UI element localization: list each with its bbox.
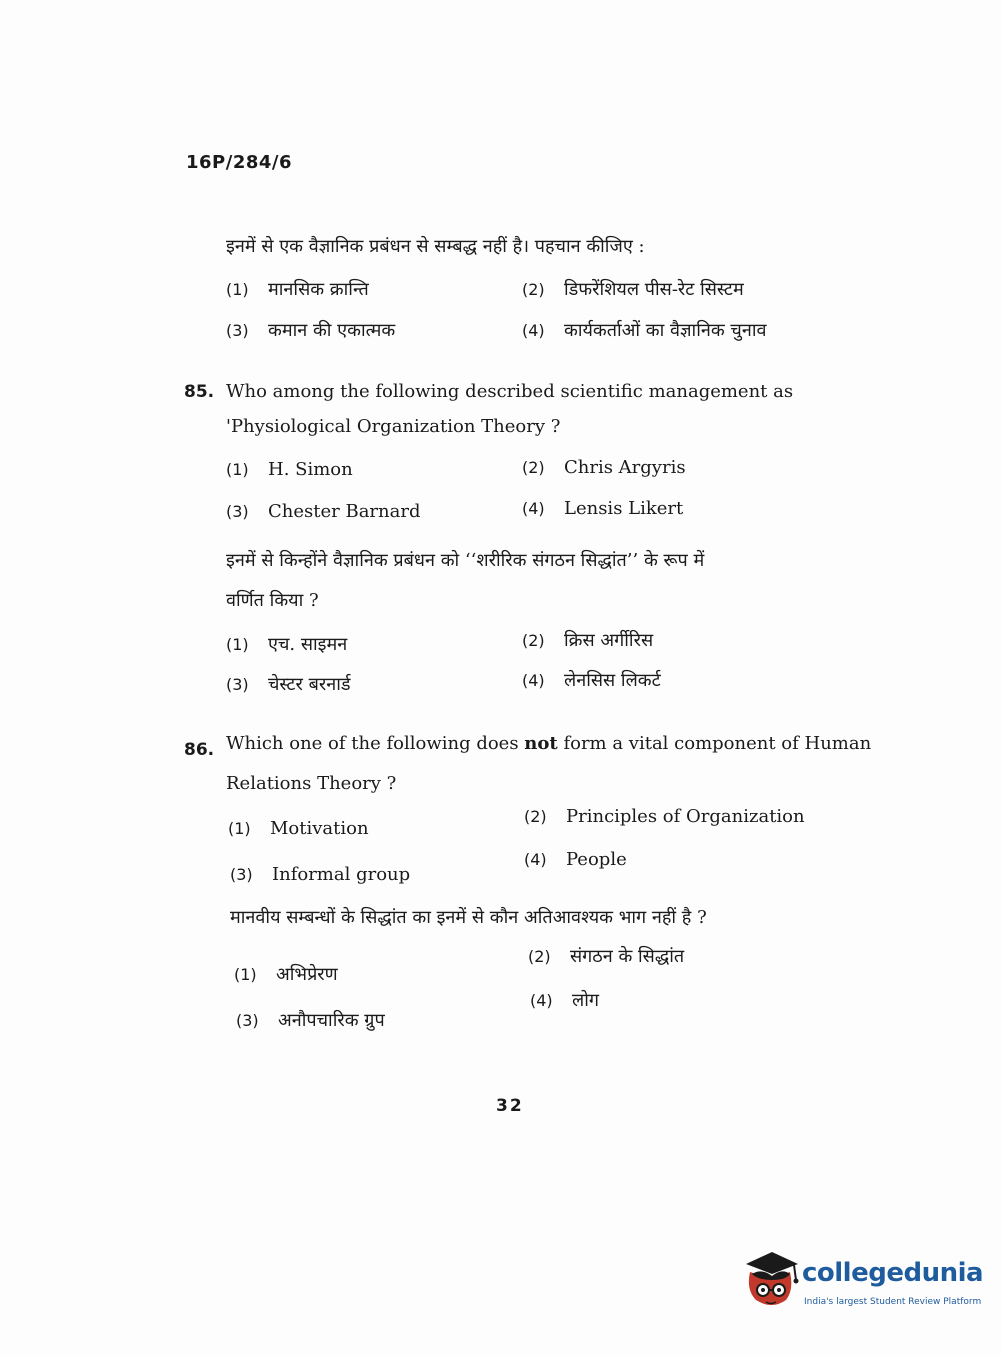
option-text: संगठन के सिद्धांत <box>570 946 685 967</box>
logo-name: collegedunia <box>802 1258 984 1288</box>
mascot-icon <box>742 1250 800 1312</box>
q86-stem-pre: Which one of the following does <box>226 733 525 754</box>
option-number: (3) <box>226 502 249 521</box>
paper-code: 16P/284/6 <box>186 152 292 173</box>
option-number: (3) <box>236 1011 259 1030</box>
option-text: मानसिक क्रान्ति <box>268 279 369 300</box>
q86-hindi-stem: मानवीय सम्बन्धों के सिद्धांत का इनमें से कौन अतिआवश्यक भाग नहीं है ? <box>230 907 707 928</box>
option-number: (2) <box>528 947 551 966</box>
q85-stem-line1: Who among the following described scientific management as <box>226 381 794 402</box>
option-number: (1) <box>226 460 249 479</box>
q84-hindi-option-1 <box>226 277 369 301</box>
q85-option-1 <box>226 459 353 480</box>
option-number: (1) <box>226 635 249 654</box>
collegedunia-logo <box>742 1250 984 1312</box>
q85-hindi-option-1 <box>226 632 347 656</box>
option-text: क्रिस अर्गीरिस <box>564 630 654 651</box>
option-text: कार्यकर्ताओं का वैज्ञानिक चुनाव <box>564 320 767 341</box>
q84-hindi-stem: इनमें से एक वैज्ञानिक प्रबंधन से सम्बद्ध नहीं है। पहचान कीजिए : <box>226 236 645 257</box>
q85-option-4 <box>522 498 683 519</box>
q85-hindi-option-3 <box>226 672 351 696</box>
option-text: Chris Argyris <box>564 457 686 478</box>
option-text: चेस्टर बरनार्ड <box>268 674 351 695</box>
q84-hindi-option-4 <box>522 318 767 342</box>
option-text: एच. साइमन <box>268 634 348 655</box>
option-text: Lensis Likert <box>564 498 684 519</box>
q86-hindi-option-4 <box>530 988 599 1012</box>
option-number: (3) <box>226 321 249 340</box>
q85-stem-line2: 'Physiological Organization Theory ? <box>226 416 561 437</box>
q86-hindi-option-1 <box>234 962 338 986</box>
option-text: Motivation <box>270 818 369 839</box>
q85-number: 85. <box>184 382 215 402</box>
option-text: H. Simon <box>268 459 353 480</box>
option-number: (1) <box>226 280 249 299</box>
option-number: (4) <box>530 991 553 1010</box>
option-number: (2) <box>524 807 547 826</box>
option-number: (2) <box>522 458 545 477</box>
option-number: (1) <box>234 965 257 984</box>
option-number: (3) <box>226 675 249 694</box>
q85-hindi-stem-line2: वर्णित किया ? <box>226 590 319 611</box>
option-text: Chester Barnard <box>268 501 421 522</box>
option-text: Informal group <box>272 864 411 885</box>
q85-hindi-option-2 <box>522 628 653 652</box>
option-number: (1) <box>228 819 251 838</box>
option-number: (4) <box>522 671 545 690</box>
option-text: अनौपचारिक ग्रुप <box>278 1010 385 1031</box>
option-number: (3) <box>230 865 253 884</box>
option-text: डिफरेंशियल पीस-रेट सिस्टम <box>564 279 744 300</box>
q84-hindi-option-3 <box>226 318 395 342</box>
option-text: People <box>566 849 627 870</box>
page-number: 32 <box>496 1096 524 1116</box>
option-text: लोग <box>572 990 599 1011</box>
q86-hindi-option-2 <box>528 944 684 968</box>
q85-option-2 <box>522 457 686 478</box>
q86-stem-emphasis: not <box>524 733 558 754</box>
q86-hindi-option-3 <box>236 1008 385 1032</box>
option-number: (2) <box>522 280 545 299</box>
option-number: (4) <box>522 321 545 340</box>
option-number: (4) <box>522 499 545 518</box>
option-text: Principles of Organization <box>566 806 805 827</box>
q85-hindi-option-4 <box>522 668 661 692</box>
q86-stem-line2: Relations Theory ? <box>226 773 397 794</box>
q85-hindi-stem-line1: इनमें से किन्होंने वैज्ञानिक प्रबंधन को ‘‘शरीरिक संगठन सिद्धांत’’ के रूप में <box>226 550 705 571</box>
q86-number: 86. <box>184 740 215 760</box>
option-number: (2) <box>522 631 545 650</box>
q86-stem-line1 <box>226 733 871 754</box>
q86-option-1 <box>228 818 369 839</box>
option-text: अभिप्रेरण <box>276 964 338 985</box>
q86-option-2 <box>524 806 805 827</box>
q84-hindi-option-2 <box>522 277 744 301</box>
option-number: (4) <box>524 850 547 869</box>
q86-option-3 <box>230 864 410 885</box>
option-text: लेनसिस लिकर्ट <box>564 670 661 691</box>
q85-option-3 <box>226 501 420 522</box>
q86-stem-post: form a vital component of Human <box>557 733 872 754</box>
option-text: कमान की एकात्मक <box>268 320 396 341</box>
logo-tagline: India's largest Student Review Platform <box>804 1297 982 1307</box>
q86-option-4 <box>524 849 627 870</box>
